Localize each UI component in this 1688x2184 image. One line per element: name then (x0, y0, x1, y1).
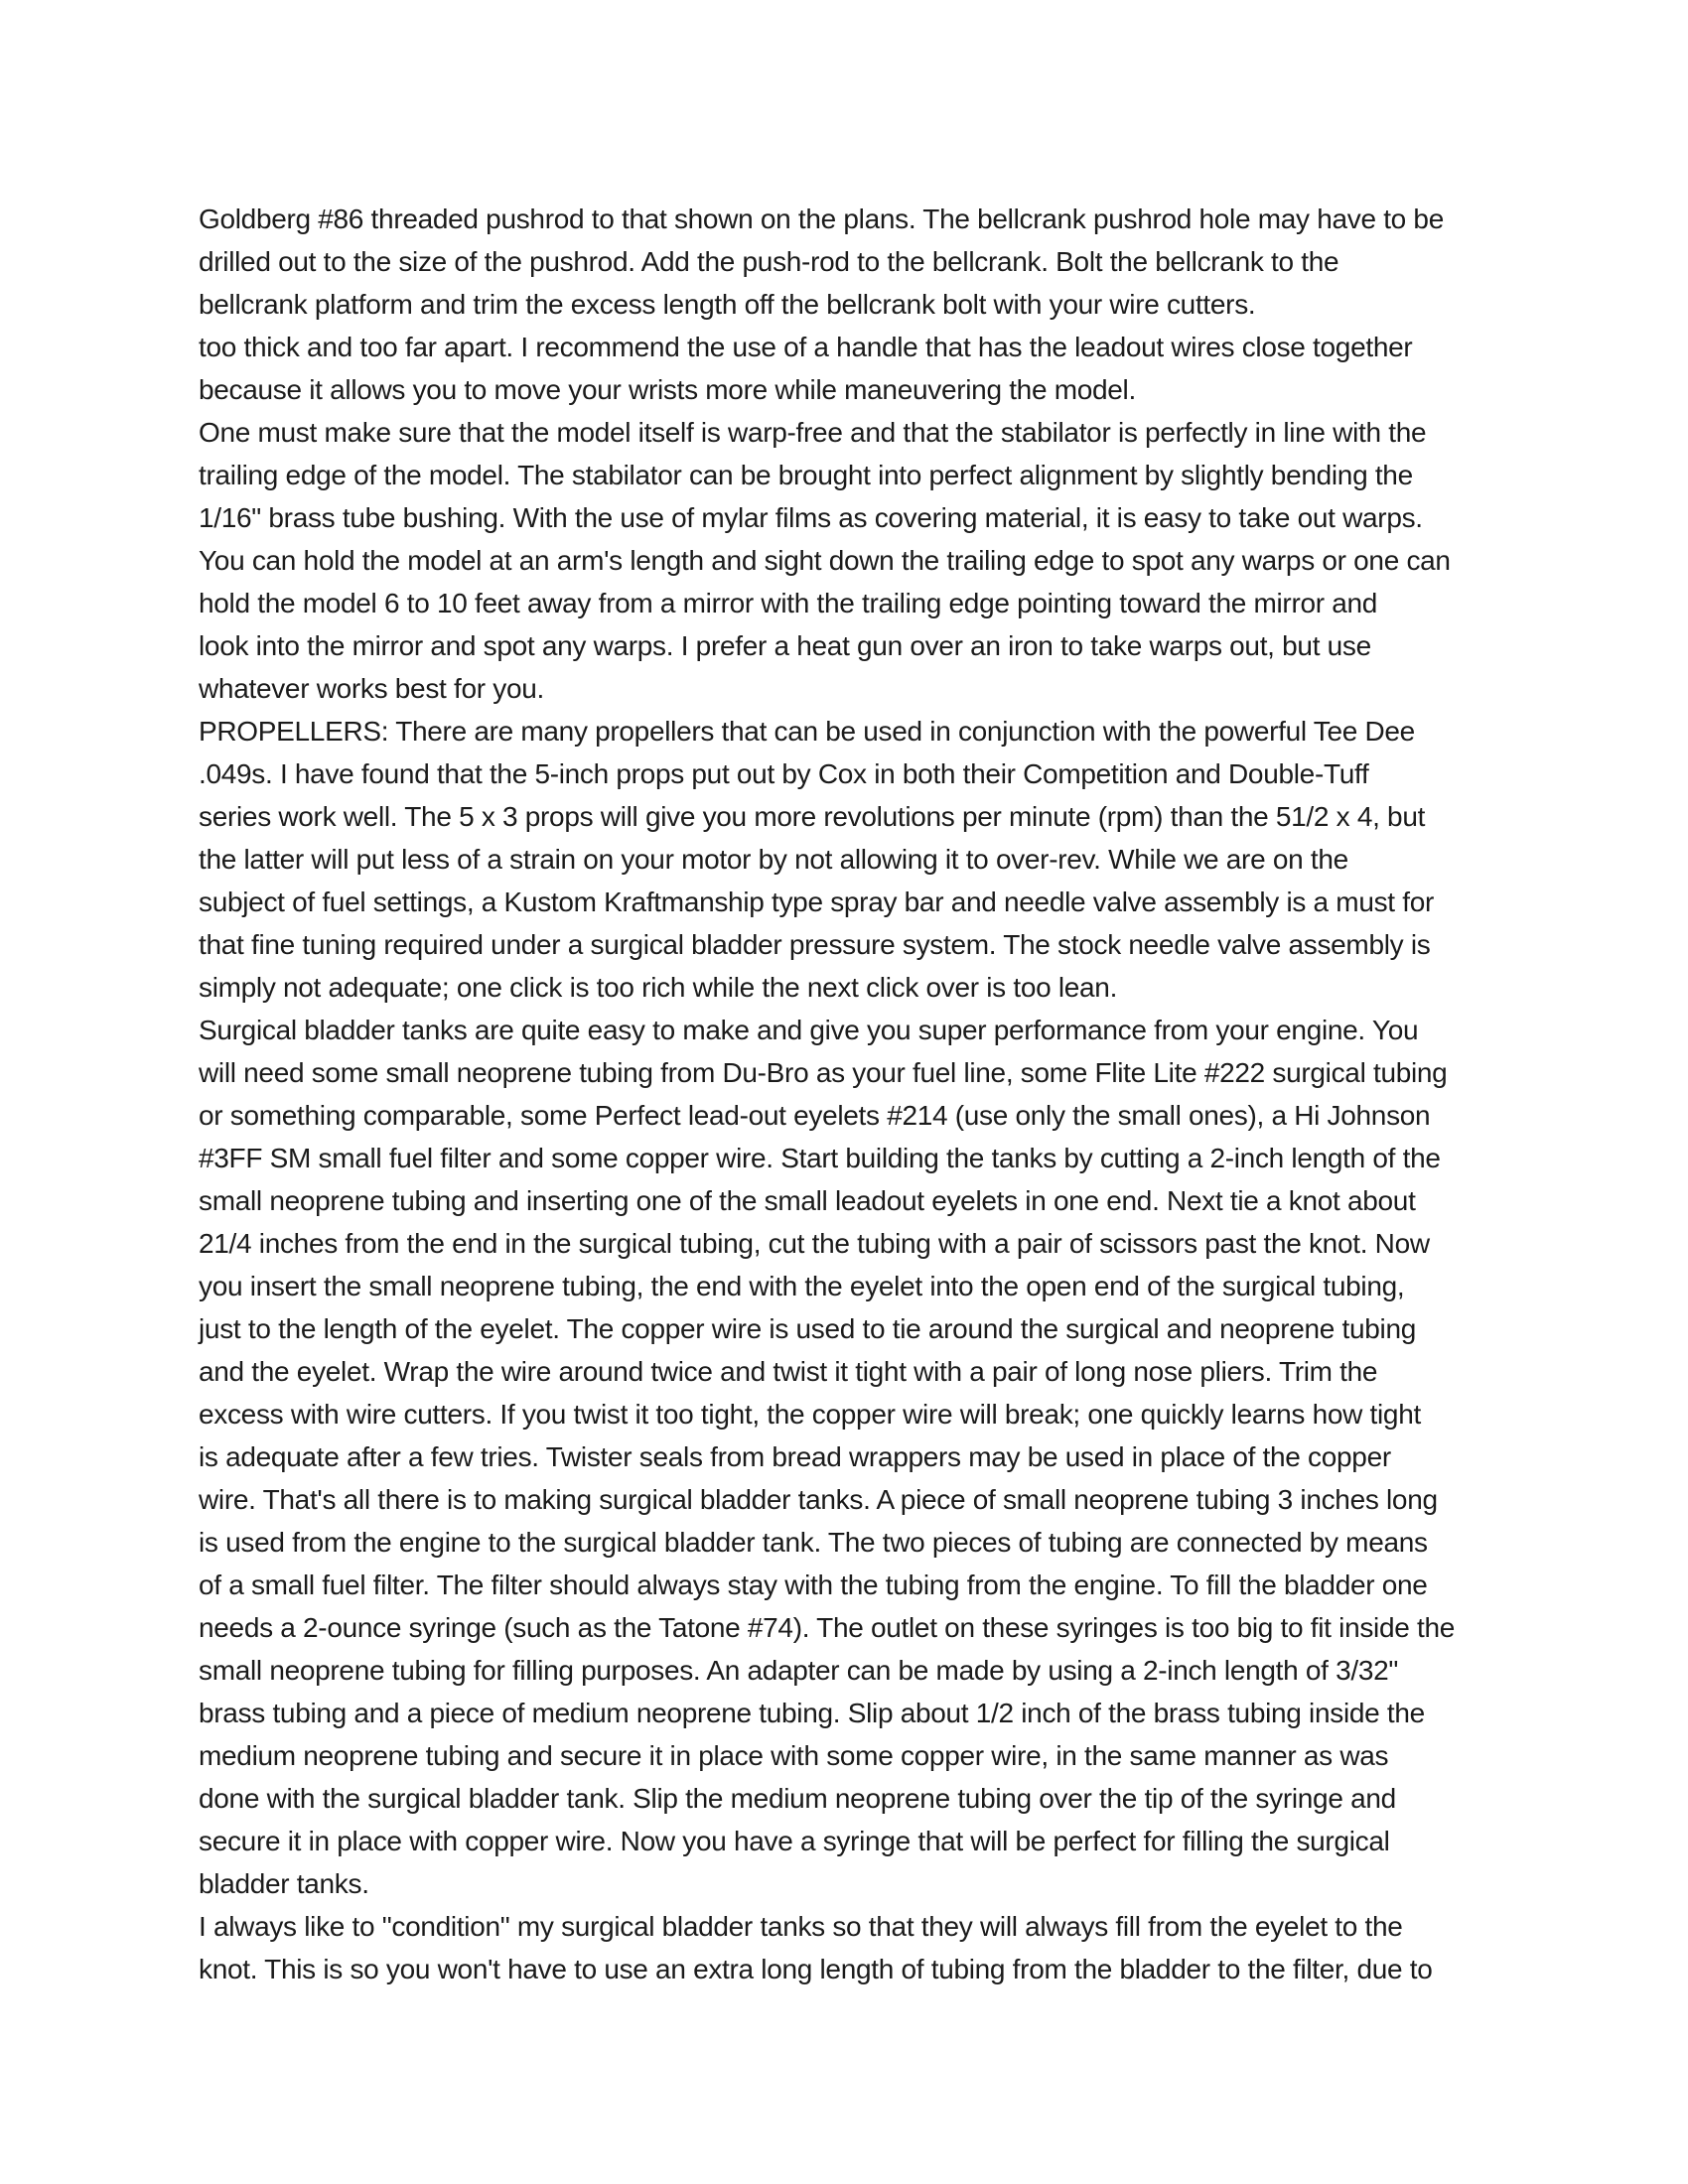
paragraph-pushrod-bellcrank: Goldberg #86 threaded pushrod to that shown on the plans. The bellcrank pushrod hole may have to be drilled out to the size of the pushrod. Add the push-rod to the bellcrank. Bolt the bellcrank to the bellcrank platform and trim the excess length off the bellcrank bolt with your wire cutters. (199, 204, 1444, 320)
paragraph-propellers: PROPELLERS: There are many propellers that can be used in conjunction with the powerful Tee Dee .049s. I have found that the 5-inch props put out by Cox in both their Competition and Double-Tuff series work well. The 5 x 3 props will give you more revolutions per minute (rpm) than the 51/2 x 4, but the latter will put less of a strain on your motor by not allowing it to over-rev. While we are on the subject of fuel settings, a Kustom Kraftmanship type spray bar and needle valve assembly is a must for that fine tuning required under a surgical bladder pressure system. The stock needle valve assembly is simply not adequate; one click is too rich while the next click over is too lean. (199, 716, 1435, 1003)
paragraph-handle-leadout-wires: too thick and too far apart. I recommend the use of a handle that has the leadout wires close together because it allows you to move your wrists more while maneuvering the model. (199, 332, 1413, 405)
paragraph-surgical-bladder-tanks: Surgical bladder tanks are quite easy to make and give you super performance from your engine. You will need some small neoprene tubing from Du-Bro as your fuel line, some Flite Lite #222 surgical tubing or something comparable, some Perfect lead-out eyelets #214 (use only the small ones), a Hi Johnson #3FF SM small fuel filter and some copper wire. Start building the tanks by cutting a 2-inch length of the small neoprene tubing and inserting one of the small leadout eyelets in one end. Next tie a knot about 21/4 inches from the end in the surgical tubing, cut the tubing with a pair of scissors past the knot. Now you insert the small neoprene tubing, the end with the eyelet into the open end of the surgical tubing, just to the length of the eyelet. The copper wire is used to tie around the surgical and neoprene tubing and the eyelet. Wrap the wire around twice and twist it tight with a pair of long nose pliers. Trim the excess with wire cutters. If you twist it too tight, the copper wire will break; one quickly learns how tight is adequate after a few tries. Twister seals from bread wrappers may be used in place of the copper wire. That's all there is to making surgical bladder tanks. A piece of small neoprene tubing 3 inches long is used from the engine to the surgical bladder tank. The two pieces of tubing are connected by means of a small fuel filter. The filter should always stay with the tubing from the engine. To fill the bladder one needs a 2-ounce syringe (such as the Tatone #74). The outlet on these syringes is too big to fit inside the small neoprene tubing for filling purposes. An adapter can be made by using a 2-inch length of 3/32" brass tubing and a piece of medium neoprene tubing. Slip about 1/2 inch of the brass tubing inside the medium neoprene tubing and secure it in place with some copper wire, in the same manner as was done with the surgical bladder tank. Slip the medium neoprene tubing over the tip of the syringe and secure it in place with copper wire. Now you have a syringe that will be perfect for filling the surgical bladder tanks. (199, 1015, 1456, 1899)
paragraph-condition-tanks: I always like to "condition" my surgical bladder tanks so that they will always fill from the eyelet to the knot. This is so you won't have to use an extra long length of tubing from the bladder to the filter, due to (199, 1911, 1433, 1984)
paragraph-warp-free-stabilator: One must make sure that the model itself is warp-free and that the stabilator is perfectly in line with the trailing edge of the model. The stabilator can be brought into perfect alignment by slightly bending the 1/16" brass tube bushing. With the use of mylar films as covering material, it is easy to take out warps. You can hold the model at an arm's length and sight down the trailing edge to spot any warps or one can hold the model 6 to 10 feet away from a mirror with the trailing edge pointing toward the mirror and look into the mirror and spot any warps. I prefer a heat gun over an iron to take warps out, but use whatever works best for you. (199, 417, 1451, 704)
